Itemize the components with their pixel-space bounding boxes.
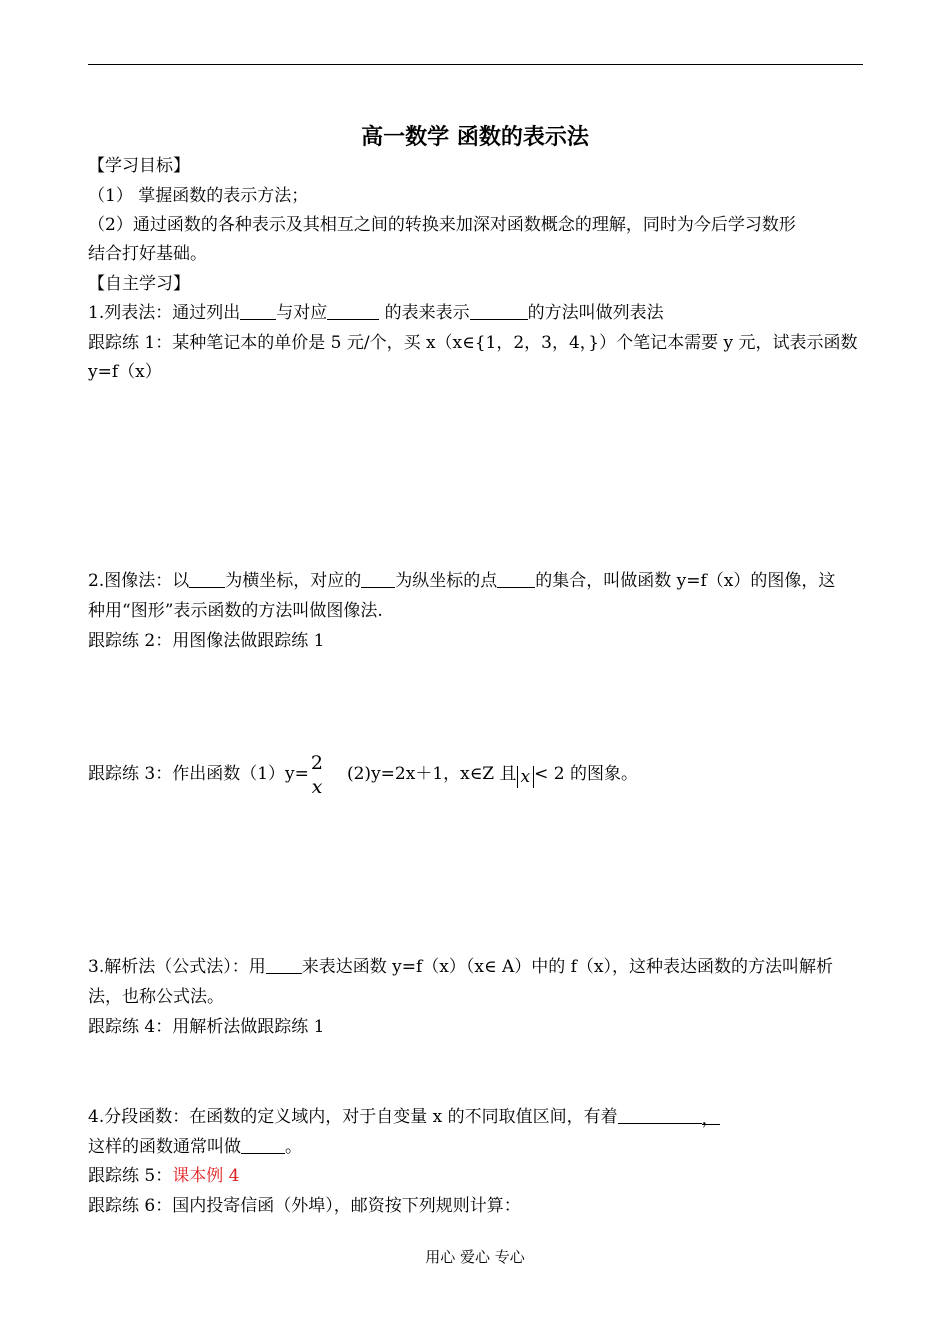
exercise-4: 跟踪练 4：用解析法做跟踪练 1 — [88, 1017, 325, 1037]
page-title: 高一数学 函数的表示法 — [361, 124, 589, 150]
s4-comma: ， — [702, 1106, 720, 1125]
s3-text-a: 3.解析法（公式法）：用 — [88, 957, 266, 977]
goal-1: （1） 掌握函数的表示方法； — [88, 186, 309, 206]
exercise-2: 跟踪练 2：用图像法做跟踪练 1 — [88, 631, 325, 651]
absolute-value-x: x — [517, 766, 535, 788]
fill-blank — [497, 569, 535, 588]
section-2-line-2: 种用“图形”表示函数的方法叫做图像法. — [88, 601, 383, 621]
section-4-line-2 — [88, 1134, 302, 1160]
exercise-3 — [88, 748, 638, 800]
section-1-list-method — [88, 300, 664, 326]
s1-text-d: 的方法叫做列表法 — [527, 303, 664, 323]
s3-text-b: 来表达函数 y=f（x）（x∈ A）中的 f（x），这种表达函数的方法叫解析 — [301, 957, 833, 977]
s1-text-b: 与对应 — [276, 303, 328, 323]
fill-blank — [241, 1135, 285, 1154]
textbook-example-ref: 课本例 4 — [172, 1166, 240, 1186]
fill-blank — [618, 1105, 702, 1124]
s2-text-c: 为纵坐标的点 — [395, 571, 498, 591]
fill-blank — [361, 569, 395, 588]
goals-heading: 【学习目标】 — [88, 156, 190, 176]
fraction-2-over-x — [311, 751, 323, 799]
section-3-line-2: 法，也称公式法。 — [88, 987, 224, 1007]
page-footer: 用心 爱心 专心 — [425, 1248, 525, 1266]
fraction-denominator: x — [311, 775, 323, 798]
s2-text-a: 2.图像法：以 — [88, 571, 190, 591]
fill-blank — [189, 569, 225, 588]
fill-blank — [327, 301, 379, 320]
fraction-numerator: 2 — [310, 751, 323, 774]
ex5-label: 跟踪练 5： — [88, 1166, 173, 1186]
fill-blank — [266, 955, 302, 974]
exercise-6: 跟踪练 6：国内投寄信函（外埠），邮资按下列规则计算： — [88, 1196, 521, 1216]
s2-text-b: 为横坐标，对应的 — [225, 571, 362, 591]
exercise-1-line-1: 跟踪练 1：某种笔记本的单价是 5 元/个，买 x（x∈{1，2，3，4，}）个笔记本需要 y 元，试表示函数 — [88, 333, 858, 353]
s1-text-a: 1.列表法：通过列出 — [88, 303, 241, 323]
exercise-5 — [88, 1163, 239, 1189]
section-3-formula-method — [88, 954, 833, 980]
fill-blank — [240, 301, 276, 320]
s4-text-a: 4.分段函数：在函数的定义域内，对于自变量 x 的不同取值区间，有着 — [88, 1107, 618, 1127]
header-rule — [88, 64, 863, 65]
goal-2-line-2: 结合打好基础。 — [88, 244, 207, 264]
s4-l2-text-b: 。 — [285, 1137, 302, 1157]
s1-text-c: 的表来表示 — [379, 303, 470, 323]
exercise-1-line-2: y=f（x） — [88, 362, 162, 382]
ex3-text-c: < 2 的图象。 — [534, 764, 638, 784]
ex3-text-a: 跟踪练 3：作出函数（1）y= — [88, 764, 309, 784]
goal-2-line-1: （2）通过函数的各种表示及其相互之间的转换来加深对函数概念的理解，同时为今后学习数形 — [88, 215, 796, 235]
ex3-text-b: (2)y=2x＋1，x∈Z 且 — [346, 764, 517, 784]
self-study-heading: 【自主学习】 — [88, 274, 190, 294]
fill-blank — [470, 301, 528, 320]
section-2-graph-method — [88, 568, 835, 594]
s2-text-d: 的集合，叫做函数 y=f（x）的图像，这 — [535, 571, 836, 591]
section-4-piecewise — [88, 1104, 720, 1130]
s4-l2-text-a: 这样的函数通常叫做 — [88, 1137, 241, 1157]
